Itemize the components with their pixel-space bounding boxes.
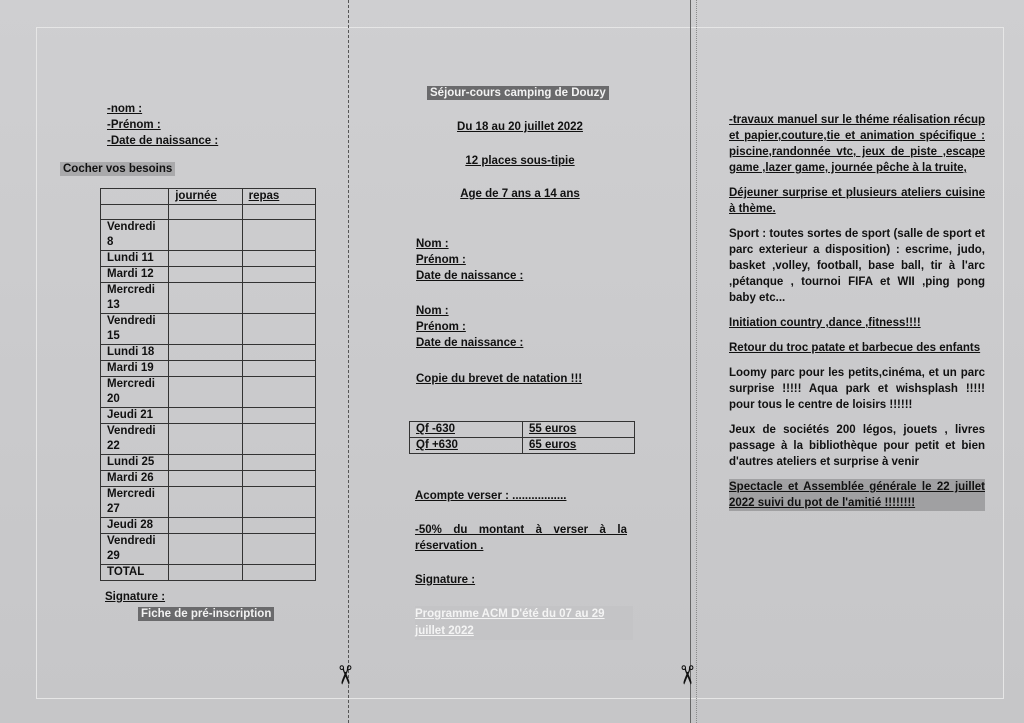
price-table <box>409 421 635 454</box>
table-row: Mercredi 13 <box>101 283 316 314</box>
activity-travaux: -travaux manuel sur le théme réalisation récup et papier,couture,tie et animation spécifique : piscine,randonnée vtc, jeux de piste ,escape game ,lazer game, journée pêche à la truite, <box>729 114 985 174</box>
schedule-table <box>100 188 316 581</box>
field-prenom: -Prénom : <box>107 119 161 131</box>
col-repas: repas <box>242 189 315 205</box>
fold-line-left <box>348 0 349 723</box>
activities-list <box>729 112 985 520</box>
table-row: Vendredi 8 <box>101 220 316 251</box>
camp-places: 12 places sous-tipie <box>465 155 575 167</box>
table-row: Jeudi 28 <box>101 518 316 534</box>
child-2-fields: Nom : Prénom : Date de naissance : <box>416 305 524 349</box>
table-row: Qf -630 55 euros <box>410 422 635 438</box>
camp-title: Séjour-cours camping de Douzy <box>427 86 609 100</box>
table-row: Vendredi 15 <box>101 314 316 345</box>
activity-dejeuner: Déjeuner surprise et plusieurs ateliers cuisine à thème. <box>729 187 985 215</box>
table-row: Qf +630 65 euros <box>410 438 635 454</box>
table-row: Mercredi 27 <box>101 487 316 518</box>
acompte: Acompte verser : ................. <box>415 490 567 502</box>
activity-sport: Sport : toutes sortes de sport (salle de sport et parc exterieur a disposition) : escrime, judo, basket ,volley, football, base ball, tir à l'arc ,pétanque , tournoi FIFA et WII ,ping pong baby etc... <box>729 228 985 304</box>
activity-jeux: Jeux de sociétés 200 légos, jouets , livres passage à la bibliothèque pour petit et bien d'autres ateliers et surprise à venir <box>729 424 985 468</box>
needs-heading: Cocher vos besoins <box>60 162 175 176</box>
table-row: Jeudi 21 <box>101 408 316 424</box>
camp-dates: Du 18 au 20 juillet 2022 <box>457 121 583 133</box>
activity-loomy: Loomy parc pour les petits,cinéma, et un parc surprise !!!!! Aqua park et wishsplash !!!!! pour tous le centre de loisirs !!!!!! <box>729 367 985 411</box>
field-nom: -nom : <box>107 103 143 115</box>
table-row: Mardi 26 <box>101 471 316 487</box>
fold-line-right-shadow <box>696 0 697 723</box>
table-row: Mardi 19 <box>101 361 316 377</box>
preinscription-label: Fiche de pré-inscription <box>138 607 274 621</box>
table-row: Lundi 18 <box>101 345 316 361</box>
table-row: Vendredi 22 <box>101 424 316 455</box>
activity-country: Initiation country ,dance ,fitness!!!! <box>729 317 921 329</box>
table-row: Mardi 12 <box>101 267 316 283</box>
field-date-naissance: -Date de naissance : <box>107 135 219 147</box>
activity-spectacle: Spectacle et Assemblée générale le 22 juillet 2022 suivi du pot de l'amitié !!!!!!!! <box>729 481 985 509</box>
col-journee: journée <box>169 189 242 205</box>
scissors-icon: ✂ <box>329 664 360 686</box>
child-1-fields: Nom : Prénom : Date de naissance : <box>416 238 524 282</box>
table-row: Mercredi 20 <box>101 377 316 408</box>
table-row: Vendredi 29 <box>101 534 316 565</box>
programme-title: Programme ACM D'été du 07 au 29 juillet 2022 <box>415 606 633 640</box>
table-row-total: TOTAL <box>101 565 316 581</box>
camp-age: Age de 7 ans a 14 ans <box>460 188 580 200</box>
scissors-icon: ✂ <box>671 664 702 686</box>
table-row: Lundi 11 <box>101 251 316 267</box>
table-row: Lundi 25 <box>101 455 316 471</box>
reduction-note: -50% du montant à verser à la réservation . <box>415 524 627 552</box>
activity-troc: Retour du troc patate et barbecue des enfants <box>729 342 981 354</box>
brevet-note: Copie du brevet de natation !!! <box>416 373 583 385</box>
left-signature: Signature : <box>105 591 166 603</box>
fold-line-right <box>690 0 691 723</box>
middle-signature: Signature : <box>415 574 476 586</box>
